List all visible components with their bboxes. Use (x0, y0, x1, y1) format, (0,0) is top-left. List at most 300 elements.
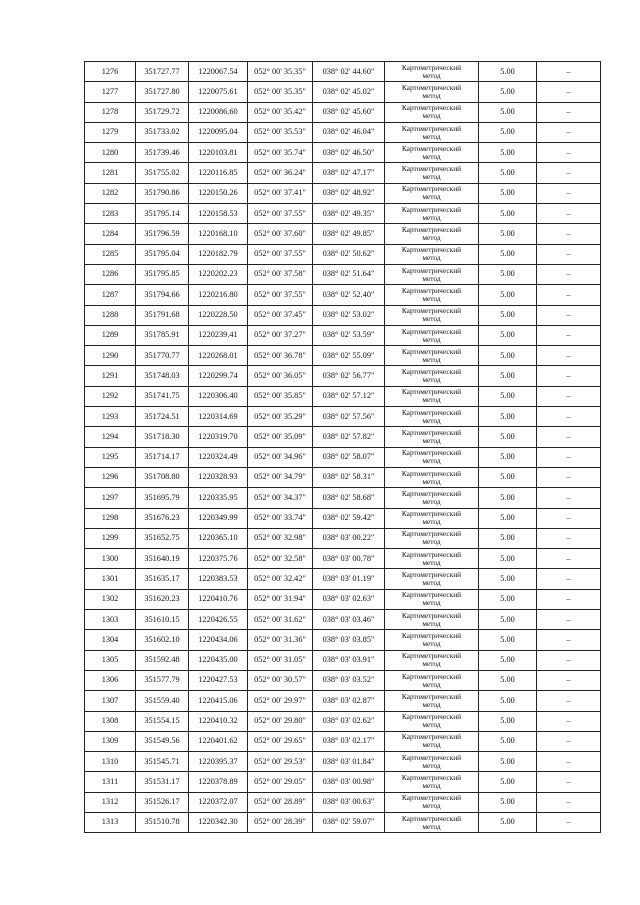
method-line-1: Картометрический (401, 62, 462, 72)
coord-x-cell: 351554.15 (136, 711, 189, 731)
method-line-2: метод (422, 233, 441, 243)
longitude-cell: 038° 03' 00.98" (313, 772, 385, 792)
coord-y-cell: 1220401.62 (189, 731, 248, 751)
coord-y-cell: 1220378.89 (189, 772, 248, 792)
dash-cell: – (537, 143, 601, 163)
method-line-1: Картометрический (401, 427, 462, 437)
longitude-cell: 038° 02' 47.17" (313, 163, 385, 183)
longitude-cell: 038° 02' 55.09" (313, 346, 385, 366)
method-line-2: метод (422, 293, 441, 303)
latitude-cell: 052° 00' 32.42" (248, 569, 313, 589)
method-line-1: Картометрический (401, 164, 462, 174)
accuracy-cell: 5.00 (479, 204, 537, 224)
point-number-cell: 1308 (85, 711, 136, 731)
latitude-cell: 052° 00' 35.53" (248, 122, 313, 142)
method-cell (385, 812, 479, 832)
latitude-cell: 052° 00' 31.94" (248, 589, 313, 609)
coord-x-cell: 351602.10 (136, 630, 189, 650)
method-cell (385, 183, 479, 203)
point-number-cell: 1310 (85, 752, 136, 772)
coord-x-cell: 351724.51 (136, 407, 189, 427)
point-number-cell: 1300 (85, 549, 136, 569)
accuracy-cell: 5.00 (479, 447, 537, 467)
coord-y-cell: 1220095.04 (189, 122, 248, 142)
coord-x-cell: 351770.77 (136, 346, 189, 366)
longitude-cell: 038° 02' 45.60" (313, 102, 385, 122)
method-line-1: Картометрический (401, 285, 462, 295)
dash-cell: – (537, 508, 601, 528)
method-line-2: метод (422, 90, 441, 100)
coord-y-cell: 1220182.79 (189, 244, 248, 264)
table-row (85, 772, 601, 792)
accuracy-cell: 5.00 (479, 549, 537, 569)
point-number-cell: 1294 (85, 427, 136, 447)
table-row (85, 731, 601, 751)
method-line-2: метод (422, 111, 441, 121)
longitude-cell: 038° 03' 02.17" (313, 731, 385, 751)
accuracy-cell: 5.00 (479, 528, 537, 548)
latitude-cell: 052° 00' 35.35" (248, 82, 313, 102)
table-row (85, 467, 601, 487)
dash-cell: – (537, 285, 601, 305)
method-cell (385, 772, 479, 792)
coord-y-cell: 1220415.06 (189, 691, 248, 711)
method-line-1: Картометрический (401, 630, 462, 640)
accuracy-cell: 5.00 (479, 812, 537, 832)
method-line-1: Картометрический (401, 123, 462, 133)
table-row (85, 264, 601, 284)
method-cell (385, 569, 479, 589)
point-number-cell: 1276 (85, 62, 136, 82)
method-cell (385, 752, 479, 772)
longitude-cell: 038° 02' 57.12" (313, 386, 385, 406)
method-cell (385, 122, 479, 142)
coord-y-cell: 1220410.32 (189, 711, 248, 731)
latitude-cell: 052° 00' 36.05" (248, 366, 313, 386)
dash-cell: – (537, 386, 601, 406)
method-line-2: метод (422, 314, 441, 324)
coord-y-cell: 1220168.10 (189, 224, 248, 244)
latitude-cell: 052° 00' 37.55" (248, 204, 313, 224)
coord-y-cell: 1220328.93 (189, 467, 248, 487)
latitude-cell: 052° 00' 37.55" (248, 285, 313, 305)
point-number-cell: 1303 (85, 610, 136, 630)
longitude-cell: 038° 03' 03.85" (313, 630, 385, 650)
latitude-cell: 052° 00' 29.97" (248, 691, 313, 711)
method-cell (385, 691, 479, 711)
accuracy-cell: 5.00 (479, 285, 537, 305)
coord-y-cell: 1220075.61 (189, 82, 248, 102)
method-line-1: Картометрический (401, 245, 462, 255)
point-number-cell: 1299 (85, 528, 136, 548)
point-number-cell: 1309 (85, 731, 136, 751)
table-row (85, 305, 601, 325)
method-line-1: Картометрический (401, 346, 462, 356)
method-line-2: метод (422, 598, 441, 608)
table-row (85, 610, 601, 630)
table-row (85, 488, 601, 508)
coord-y-cell: 1220299.74 (189, 366, 248, 386)
table-row (85, 447, 601, 467)
point-number-cell: 1287 (85, 285, 136, 305)
table-row (85, 407, 601, 427)
accuracy-cell: 5.00 (479, 163, 537, 183)
point-number-cell: 1313 (85, 812, 136, 832)
table-row (85, 792, 601, 812)
method-line-2: метод (422, 638, 441, 648)
longitude-cell: 038° 02' 52.40" (313, 285, 385, 305)
method-line-2: метод (422, 517, 441, 527)
dash-cell: – (537, 589, 601, 609)
method-line-1: Картометрический (401, 326, 462, 336)
method-line-2: метод (422, 375, 441, 385)
longitude-cell: 038° 03' 01.19" (313, 569, 385, 589)
dash-cell: – (537, 731, 601, 751)
point-number-cell: 1288 (85, 305, 136, 325)
table-row (85, 427, 601, 447)
method-line-1: Картометрический (401, 793, 462, 803)
longitude-cell: 038° 02' 58.68" (313, 488, 385, 508)
coord-x-cell: 351794.66 (136, 285, 189, 305)
coord-x-cell: 351796.59 (136, 224, 189, 244)
coord-x-cell: 351549.56 (136, 731, 189, 751)
method-line-1: Картометрический (401, 468, 462, 478)
table-row (85, 122, 601, 142)
longitude-cell: 038° 03' 01.84" (313, 752, 385, 772)
coord-x-cell: 351640.19 (136, 549, 189, 569)
point-number-cell: 1283 (85, 204, 136, 224)
latitude-cell: 052° 00' 37.58" (248, 264, 313, 284)
longitude-cell: 038° 03' 00.63" (313, 792, 385, 812)
table-row (85, 346, 601, 366)
latitude-cell: 052° 00' 37.60" (248, 224, 313, 244)
method-line-2: метод (422, 334, 441, 344)
method-line-2: метод (422, 740, 441, 750)
method-line-2: метод (422, 253, 441, 263)
method-line-1: Картометрический (401, 732, 462, 742)
coord-y-cell: 1220434.06 (189, 630, 248, 650)
accuracy-cell: 5.00 (479, 569, 537, 589)
method-line-1: Картометрический (401, 773, 462, 783)
coord-x-cell: 351531.17 (136, 772, 189, 792)
method-line-2: метод (422, 578, 441, 588)
method-line-2: метод (422, 537, 441, 547)
longitude-cell: 038° 03' 02.62" (313, 711, 385, 731)
accuracy-cell: 5.00 (479, 346, 537, 366)
longitude-cell: 038° 02' 46.50" (313, 143, 385, 163)
coord-y-cell: 1220319.70 (189, 427, 248, 447)
point-number-cell: 1281 (85, 163, 136, 183)
coord-x-cell: 351795.85 (136, 264, 189, 284)
point-number-cell: 1295 (85, 447, 136, 467)
latitude-cell: 052° 00' 36.78" (248, 346, 313, 366)
coord-x-cell: 351510.78 (136, 812, 189, 832)
table-row (85, 183, 601, 203)
method-cell (385, 285, 479, 305)
method-line-2: метод (422, 212, 441, 222)
coord-y-cell: 1220239.41 (189, 325, 248, 345)
dash-cell: – (537, 630, 601, 650)
longitude-cell: 038° 02' 56.77" (313, 366, 385, 386)
method-line-1: Картометрический (401, 813, 462, 823)
method-line-2: метод (422, 435, 441, 445)
point-number-cell: 1279 (85, 122, 136, 142)
latitude-cell: 052° 00' 34.96" (248, 447, 313, 467)
longitude-cell: 038° 02' 49.35" (313, 204, 385, 224)
method-cell (385, 143, 479, 163)
table-row (85, 569, 601, 589)
latitude-cell: 052° 00' 31.62" (248, 610, 313, 630)
longitude-cell: 038° 03' 03.52" (313, 670, 385, 690)
table-row (85, 386, 601, 406)
accuracy-cell: 5.00 (479, 244, 537, 264)
coord-x-cell: 351610.15 (136, 610, 189, 630)
point-number-cell: 1311 (85, 772, 136, 792)
longitude-cell: 038° 02' 57.82" (313, 427, 385, 447)
method-line-1: Картометрический (401, 407, 462, 417)
longitude-cell: 038° 03' 00.78" (313, 549, 385, 569)
longitude-cell: 038° 02' 57.56" (313, 407, 385, 427)
latitude-cell: 052° 00' 37.27" (248, 325, 313, 345)
accuracy-cell: 5.00 (479, 792, 537, 812)
accuracy-cell: 5.00 (479, 143, 537, 163)
coord-y-cell: 1220158.53 (189, 204, 248, 224)
table-row (85, 650, 601, 670)
method-line-2: метод (422, 172, 441, 182)
method-cell (385, 224, 479, 244)
table-row (85, 508, 601, 528)
latitude-cell: 052° 00' 35.35" (248, 62, 313, 82)
method-line-1: Картометрический (401, 712, 462, 722)
accuracy-cell: 5.00 (479, 224, 537, 244)
accuracy-cell: 5.00 (479, 630, 537, 650)
table-row (85, 204, 601, 224)
dash-cell: – (537, 711, 601, 731)
dash-cell: – (537, 366, 601, 386)
method-line-1: Картометрический (401, 265, 462, 275)
coord-y-cell: 1220116.85 (189, 163, 248, 183)
coordinates-table (84, 61, 601, 833)
coord-y-cell: 1220395.37 (189, 752, 248, 772)
method-line-1: Картометрический (401, 103, 462, 113)
coord-x-cell: 351718.30 (136, 427, 189, 447)
table-row (85, 670, 601, 690)
longitude-cell: 038° 02' 59.07" (313, 812, 385, 832)
accuracy-cell: 5.00 (479, 670, 537, 690)
dash-cell: – (537, 102, 601, 122)
dash-cell: – (537, 691, 601, 711)
dash-cell: – (537, 264, 601, 284)
dash-cell: – (537, 447, 601, 467)
coord-x-cell: 351748.03 (136, 366, 189, 386)
method-line-2: метод (422, 151, 441, 161)
coord-y-cell: 1220349.99 (189, 508, 248, 528)
coord-x-cell: 351755.02 (136, 163, 189, 183)
method-line-1: Картометрический (401, 610, 462, 620)
coord-x-cell: 351791.68 (136, 305, 189, 325)
point-number-cell: 1292 (85, 386, 136, 406)
method-line-1: Картометрический (401, 671, 462, 681)
point-number-cell: 1306 (85, 670, 136, 690)
coord-x-cell: 351733.02 (136, 122, 189, 142)
method-line-1: Картометрический (401, 225, 462, 235)
method-cell (385, 508, 479, 528)
coord-y-cell: 1220103.81 (189, 143, 248, 163)
method-cell (385, 711, 479, 731)
table-row (85, 366, 601, 386)
coord-y-cell: 1220365.10 (189, 528, 248, 548)
point-number-cell: 1280 (85, 143, 136, 163)
table-row (85, 752, 601, 772)
latitude-cell: 052° 00' 34.79" (248, 467, 313, 487)
coord-y-cell: 1220268.01 (189, 346, 248, 366)
longitude-cell: 038° 02' 46.04" (313, 122, 385, 142)
latitude-cell: 052° 00' 31.05" (248, 650, 313, 670)
table-row (85, 244, 601, 264)
accuracy-cell: 5.00 (479, 122, 537, 142)
point-number-cell: 1297 (85, 488, 136, 508)
dash-cell: – (537, 305, 601, 325)
coord-x-cell: 351741.75 (136, 386, 189, 406)
dash-cell: – (537, 224, 601, 244)
method-line-2: метод (422, 618, 441, 628)
coord-y-cell: 1220372.07 (189, 792, 248, 812)
method-cell (385, 346, 479, 366)
method-cell (385, 264, 479, 284)
method-line-1: Картометрический (401, 184, 462, 194)
method-line-2: метод (422, 781, 441, 791)
method-line-1: Картометрический (401, 204, 462, 214)
latitude-cell: 052° 00' 35.42" (248, 102, 313, 122)
latitude-cell: 052° 00' 29.80" (248, 711, 313, 731)
table-row (85, 711, 601, 731)
method-line-2: метод (422, 699, 441, 709)
accuracy-cell: 5.00 (479, 82, 537, 102)
table-row (85, 528, 601, 548)
dash-cell: – (537, 812, 601, 832)
coord-y-cell: 1220202.23 (189, 264, 248, 284)
method-line-2: метод (422, 821, 441, 831)
point-number-cell: 1286 (85, 264, 136, 284)
accuracy-cell: 5.00 (479, 610, 537, 630)
method-cell (385, 82, 479, 102)
method-cell (385, 325, 479, 345)
coord-x-cell: 351592.48 (136, 650, 189, 670)
method-line-2: метод (422, 415, 441, 425)
accuracy-cell: 5.00 (479, 407, 537, 427)
accuracy-cell: 5.00 (479, 325, 537, 345)
coord-x-cell: 351727.80 (136, 82, 189, 102)
longitude-cell: 038° 03' 02.87" (313, 691, 385, 711)
coord-x-cell: 351635.17 (136, 569, 189, 589)
longitude-cell: 038° 02' 45.02" (313, 82, 385, 102)
coord-y-cell: 1220410.76 (189, 589, 248, 609)
method-line-1: Картометрический (401, 590, 462, 600)
dash-cell: – (537, 122, 601, 142)
coord-x-cell: 351526.17 (136, 792, 189, 812)
longitude-cell: 038° 02' 51.64" (313, 264, 385, 284)
method-line-1: Картометрический (401, 509, 462, 519)
dash-cell: – (537, 163, 601, 183)
coord-y-cell: 1220228.50 (189, 305, 248, 325)
method-line-2: метод (422, 476, 441, 486)
latitude-cell: 052° 00' 35.09" (248, 427, 313, 447)
point-number-cell: 1291 (85, 366, 136, 386)
accuracy-cell: 5.00 (479, 589, 537, 609)
point-number-cell: 1296 (85, 467, 136, 487)
method-cell (385, 62, 479, 82)
method-line-1: Картометрический (401, 691, 462, 701)
accuracy-cell: 5.00 (479, 752, 537, 772)
point-number-cell: 1289 (85, 325, 136, 345)
coord-x-cell: 351676.23 (136, 508, 189, 528)
coord-x-cell: 351790.86 (136, 183, 189, 203)
accuracy-cell: 5.00 (479, 772, 537, 792)
point-number-cell: 1278 (85, 102, 136, 122)
method-line-2: метод (422, 679, 441, 689)
coord-y-cell: 1220067.54 (189, 62, 248, 82)
table-row (85, 691, 601, 711)
point-number-cell: 1290 (85, 346, 136, 366)
method-line-1: Картометрический (401, 306, 462, 316)
accuracy-cell: 5.00 (479, 488, 537, 508)
dash-cell: – (537, 792, 601, 812)
longitude-cell: 038° 03' 03.46" (313, 610, 385, 630)
point-number-cell: 1277 (85, 82, 136, 102)
method-cell (385, 610, 479, 630)
method-line-2: метод (422, 496, 441, 506)
method-line-1: Картометрический (401, 752, 462, 762)
latitude-cell: 052° 00' 35.85" (248, 386, 313, 406)
accuracy-cell: 5.00 (479, 366, 537, 386)
table-row (85, 82, 601, 102)
method-line-2: метод (422, 131, 441, 141)
method-line-2: метод (422, 192, 441, 202)
point-number-cell: 1305 (85, 650, 136, 670)
coord-x-cell: 351785.91 (136, 325, 189, 345)
method-cell (385, 650, 479, 670)
coord-y-cell: 1220342.30 (189, 812, 248, 832)
accuracy-cell: 5.00 (479, 650, 537, 670)
coord-x-cell: 351795.14 (136, 204, 189, 224)
coord-y-cell: 1220150.26 (189, 183, 248, 203)
point-number-cell: 1284 (85, 224, 136, 244)
accuracy-cell: 5.00 (479, 386, 537, 406)
point-number-cell: 1293 (85, 407, 136, 427)
method-line-1: Картометрический (401, 367, 462, 377)
coord-y-cell: 1220426.55 (189, 610, 248, 630)
method-cell (385, 792, 479, 812)
method-cell (385, 731, 479, 751)
table-row (85, 630, 601, 650)
longitude-cell: 038° 02' 58.31" (313, 467, 385, 487)
coord-x-cell: 351708.80 (136, 467, 189, 487)
method-line-1: Картометрический (401, 570, 462, 580)
longitude-cell: 038° 02' 48.92" (313, 183, 385, 203)
method-cell (385, 467, 479, 487)
method-cell (385, 447, 479, 467)
accuracy-cell: 5.00 (479, 467, 537, 487)
method-line-2: метод (422, 395, 441, 405)
accuracy-cell: 5.00 (479, 508, 537, 528)
method-cell (385, 102, 479, 122)
coord-y-cell: 1220086.60 (189, 102, 248, 122)
point-number-cell: 1302 (85, 589, 136, 609)
coord-x-cell: 351559.40 (136, 691, 189, 711)
dash-cell: – (537, 488, 601, 508)
point-number-cell: 1304 (85, 630, 136, 650)
coord-x-cell: 351729.72 (136, 102, 189, 122)
